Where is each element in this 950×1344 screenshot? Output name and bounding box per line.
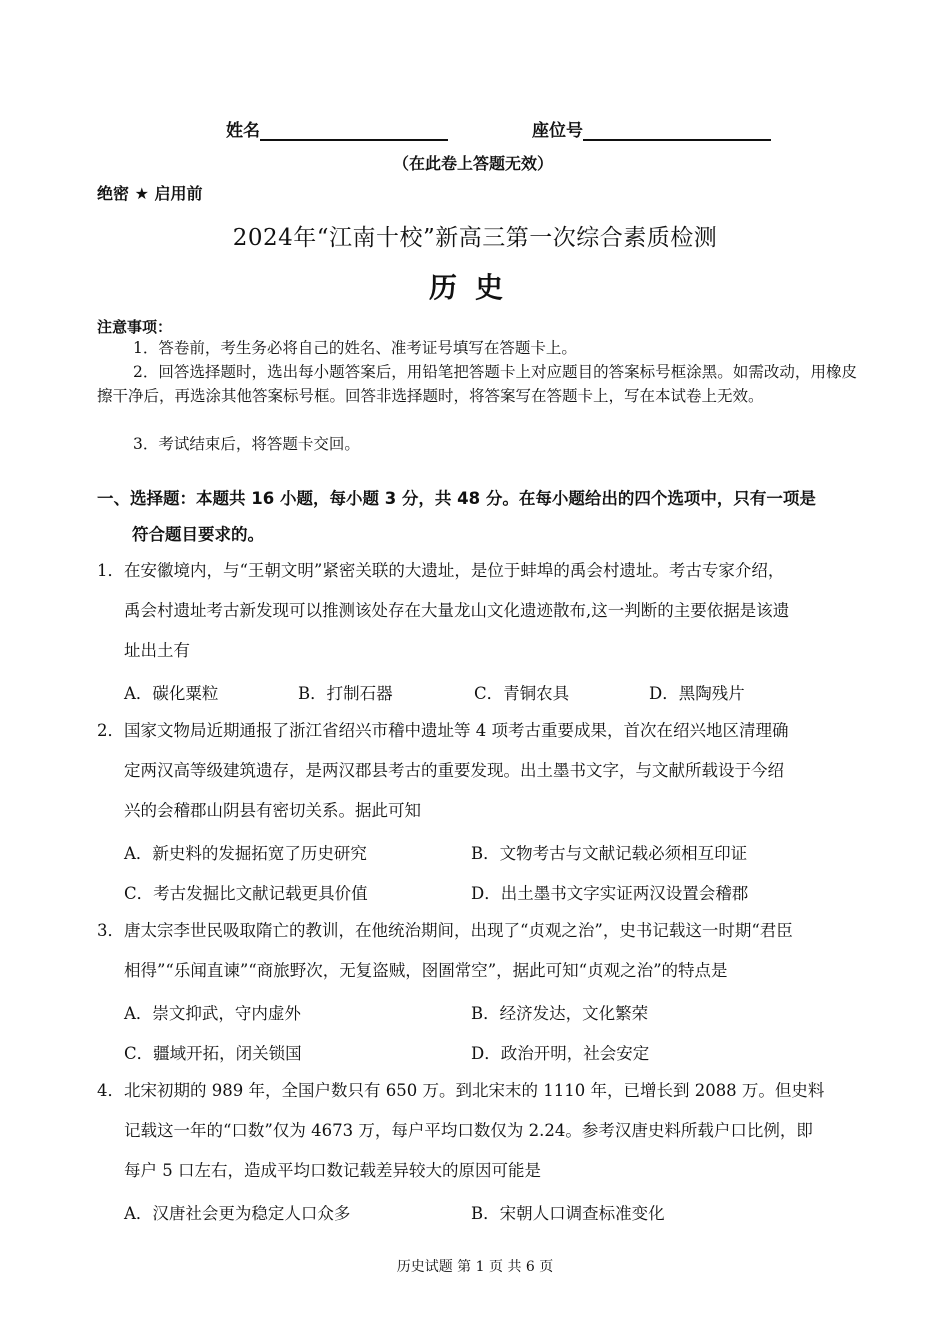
question-stem: 国家文物局近期通报了浙江省绍兴市稽中遗址等 4 项考古重要成果，首次在绍兴地区清理确 [124, 721, 789, 740]
option-b[interactable]: B．文物考古与文献记载必须相互印证 [471, 844, 748, 863]
option-a[interactable]: A．新史料的发掘拓宽了历史研究 [124, 844, 367, 863]
invalid-note: （在此卷上答题无效） [393, 154, 554, 173]
name-blank[interactable] [260, 121, 448, 141]
seat-label: 座位号 [532, 121, 583, 141]
section-line-1: 一、选择题：本题共 16 小题，每小题 3 分，共 48 分。在每小题给出的四个选项中，只有一项是 [97, 489, 816, 508]
question-stem: 兴的会稽郡山阴县有密切关系。据此可知 [124, 801, 421, 820]
subject-title: 历史 [428, 271, 521, 304]
name-label: 姓名 [226, 121, 260, 141]
question-number: 1． [97, 561, 124, 580]
question-number: 4． [97, 1081, 124, 1100]
question-number: 2． [97, 721, 124, 740]
option-a[interactable]: A．汉唐社会更为稳定人口众多 [124, 1204, 351, 1223]
name-field [226, 116, 448, 141]
option-c[interactable]: C．疆域开拓，闭关锁国 [124, 1044, 302, 1063]
option-d[interactable]: D．出土墨书文字实证两汉设置会稽郡 [471, 884, 749, 903]
question-stem: 唐太宗李世民吸取隋亡的教训，在他统治期间，出现了“贞观之治”，史书记载这一时期“君臣 [124, 921, 793, 940]
question-stem: 址出土有 [124, 641, 190, 660]
page-footer: 历史试题 第 1 页 共 6 页 [396, 1259, 554, 1275]
option-b[interactable]: B．宋朝人口调查标准变化 [471, 1204, 665, 1223]
question-stem: 北宋初期的 989 年，全国户数只有 650 万。到北宋末的 1110 年，已增长到 2088 万。但史料 [124, 1081, 825, 1100]
question-number: 3． [97, 921, 124, 940]
question-stem: 每户 5 口左右，造成平均口数记载差异较大的原因可能是 [124, 1161, 541, 1180]
option-c[interactable]: C．青铜农具 [474, 684, 570, 703]
notes-heading: 注意事项： [97, 318, 173, 336]
question-stem: 记载这一年的“口数”仅为 4673 万，每户平均口数仅为 2.24。参考汉唐史料所载户口比例，即 [124, 1121, 813, 1140]
question-2 [97, 711, 857, 831]
option-a[interactable]: A．崇文抑武，守内虚外 [124, 1004, 301, 1023]
question-1 [97, 551, 857, 671]
option-b[interactable]: B．经济发达，文化繁荣 [471, 1004, 649, 1023]
secret-mark: 绝密 ★ 启用前 [97, 184, 203, 203]
question-3 [97, 911, 857, 991]
question-stem: 相得”“乐闻直谏”“商旅野次，无复盗贼，囹圄常空”，据此可知“贞观之治”的特点是 [124, 961, 728, 980]
exam-title: 2024年“江南十校”新高三第一次综合素质检测 [232, 225, 718, 251]
section-line-2: 符合题目要求的。 [132, 525, 264, 544]
note-item-1: 1．答卷前，考生务必将自己的姓名、准考证号填写在答题卡上。 [133, 339, 577, 357]
question-4 [97, 1071, 857, 1191]
question-stem: 禹会村遗址考古新发现可以推测该处存在大量龙山文化遗迹散布,这一判断的主要依据是该遗 [124, 601, 790, 620]
option-d[interactable]: D．政治开明，社会安定 [471, 1044, 650, 1063]
note-item-3: 3．考试结束后，将答题卡交回。 [133, 435, 360, 453]
option-c[interactable]: C．考古发掘比文献记载更具价值 [124, 884, 368, 903]
option-a[interactable]: A．碳化粟粒 [124, 684, 219, 703]
section-heading [97, 481, 862, 553]
option-b[interactable]: B．打制石器 [298, 684, 393, 703]
question-stem: 在安徽境内，与“王朝文明”紧密关联的大遗址，是位于蚌埠的禹会村遗址。考古专家介绍， [124, 561, 785, 580]
note-item-2: 2．回答选择题时，选出每小题答案后，用铅笔把答题卡上对应题目的答案标号框涂黑。如需改动，用橡皮擦干净后，再选涂其他答案标号框。回答非选择题时，将答案写在答题卡上，写在本试卷上无效。 [97, 363, 857, 405]
seat-field [532, 116, 771, 141]
seat-blank[interactable] [583, 121, 771, 141]
option-d[interactable]: D．黑陶残片 [649, 684, 745, 703]
question-stem: 定两汉高等级建筑遗存，是两汉郡县考古的重要发现。出土墨书文字，与文献所载设于今绍 [124, 761, 784, 780]
